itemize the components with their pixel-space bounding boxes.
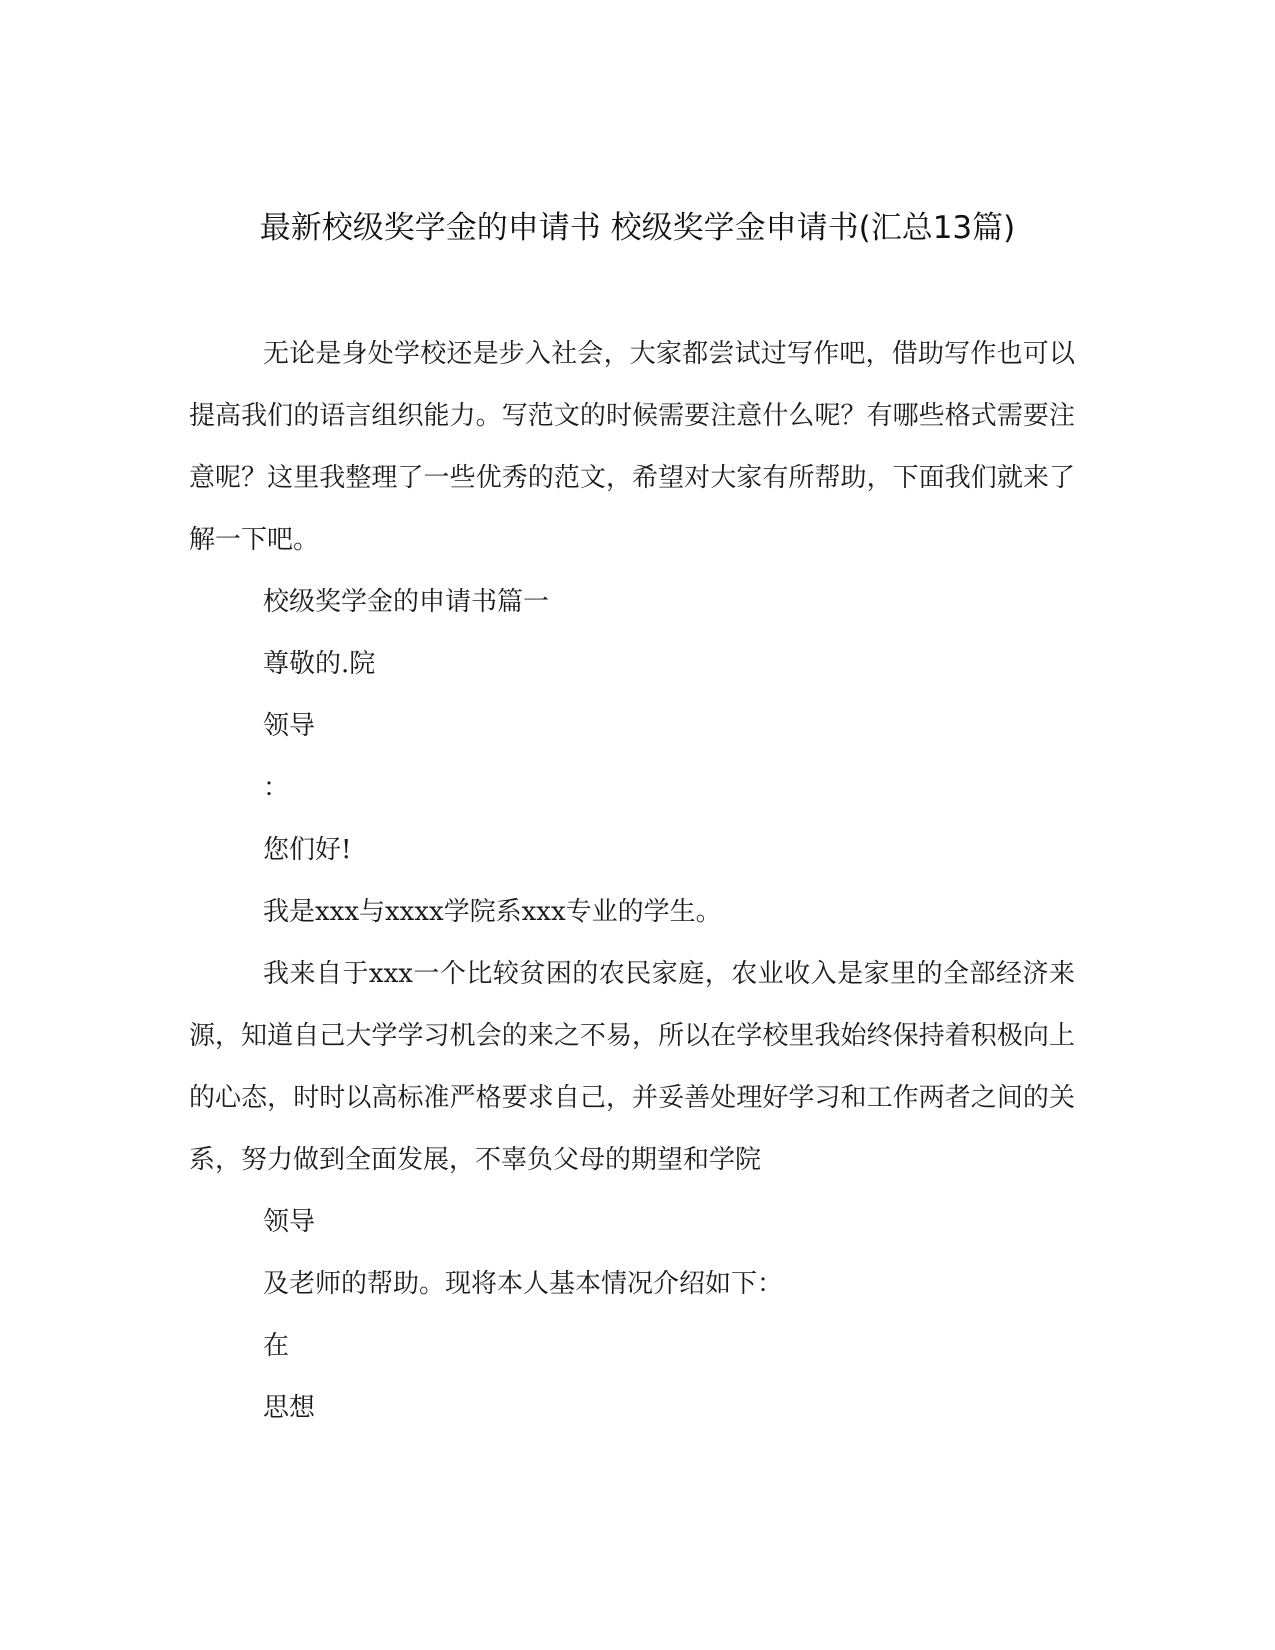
zai-line: 在 <box>263 1331 290 1361</box>
salutation-line: 尊敬的.院 <box>263 649 376 679</box>
self-intro-line: 我是xxx与xxxx学院系xxx专业的学生。 <box>263 897 722 927</box>
salutation-colon: ： <box>263 773 290 803</box>
background-paragraph: 我来自于xxx一个比较贫困的农民家庭，农业收入是家里的全部经济来源，知道自己大学学习机会的来之不易，所以在学校里我始终保持着积极向上的心态，时时以高标准严格要求自己，并妥善处理好学习和工作两者之间的关系，努力做到全面发展，不辜负父母的期望和学院 <box>189 959 1075 1175</box>
help-line: 及老师的帮助。现将本人基本情况介绍如下： <box>263 1269 784 1299</box>
section-heading: 校级奖学金的申请书篇一 <box>263 587 550 617</box>
thought-line: 思想 <box>263 1393 316 1423</box>
salutation-leaders: 领导 <box>263 711 316 741</box>
intro-paragraph: 无论是身处学校还是步入社会，大家都尝试过写作吧，借助写作也可以提高我们的语言组织能力。写范文的时候需要注意什么呢？有哪些格式需要注意呢？这里我整理了一些优秀的范文，希望对大家有所帮助，下面我们就来了解一下吧。 <box>189 339 1075 555</box>
greeting-line: 您们好! <box>263 835 352 865</box>
leaders-line: 领导 <box>263 1207 316 1237</box>
document-body <box>189 323 1075 1439</box>
document-title: 最新校级奖学金的申请书 校级奖学金申请书(汇总13篇) <box>259 210 1016 246</box>
